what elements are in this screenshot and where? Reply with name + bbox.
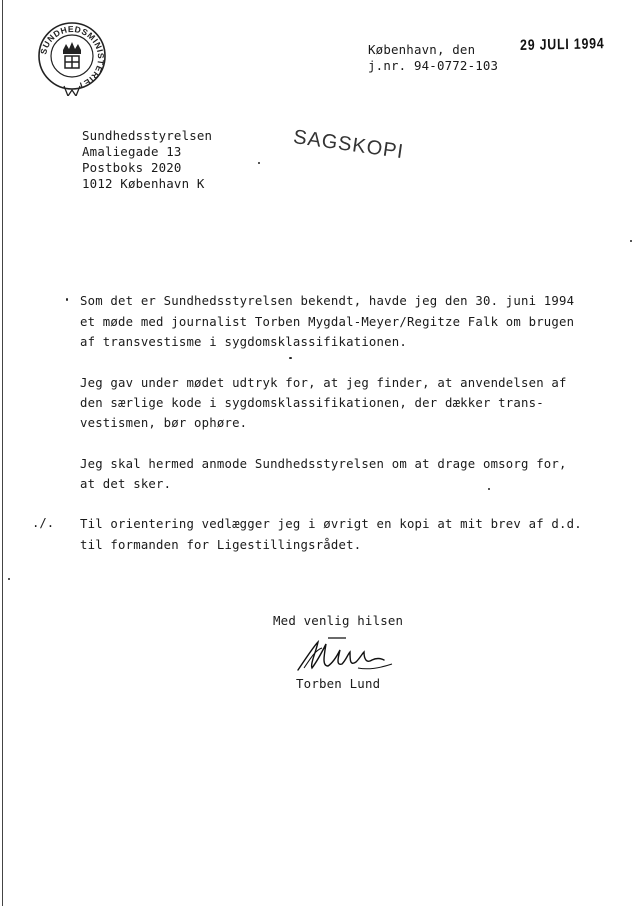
recipient-line: 1012 København K — [82, 176, 205, 191]
scan-speck — [66, 298, 68, 301]
body-line: at det sker. — [80, 477, 172, 491]
place-label: København, den — [368, 42, 476, 57]
scan-speck — [630, 240, 632, 242]
body-line: af transvestisme i sygdomsklassifikationen. — [80, 335, 407, 349]
scan-speck — [258, 162, 260, 164]
copy-stamp: SAGSKOPI — [291, 126, 406, 164]
closing-salutation: Med venlig hilsen — [273, 613, 404, 628]
body-line: til formanden for Ligestillingsrådet. — [80, 538, 362, 552]
scan-speck — [488, 488, 490, 490]
body-line: vestismen, bør ophøre. — [80, 416, 248, 430]
enclosure-mark: ./. — [32, 516, 55, 530]
page-edge — [2, 0, 3, 906]
body-line: Jeg gav under mødet udtryk for, at jeg finder, at anvendelsen af — [80, 376, 567, 390]
ministry-seal-logo — [32, 20, 116, 96]
scan-speck — [289, 357, 292, 359]
body-line: et møde med journalist Torben Mygdal-Meyer/Regitze Falk om brugen — [80, 315, 575, 329]
recipient-line: Postboks 2020 — [82, 160, 182, 175]
journal-number: j.nr. 94-0772-103 — [368, 58, 499, 73]
body-line: Jeg skal hermed anmode Sundhedsstyrelsen om at drage omsorg for, — [80, 457, 567, 471]
recipient-line: Amaliegade 13 — [82, 144, 182, 159]
recipient-line: Sundhedsstyrelsen — [82, 128, 213, 143]
scan-speck — [8, 578, 10, 580]
handwritten-signature — [288, 628, 398, 678]
signatory-name: Torben Lund — [296, 676, 381, 691]
body-line: Som det er Sundhedsstyrelsen bekendt, havde jeg den 30. juni 1994 — [80, 294, 575, 308]
body-line: Til orientering vedlægger jeg i øvrigt en kopi at mit brev af d.d. — [80, 517, 582, 531]
date-stamp: 29 JULI 1994 — [520, 35, 605, 54]
svg-text:SUNDHEDSMINISTERIET: SUNDHEDSMINISTERIET — [38, 23, 107, 92]
body-line: den særlige kode i sygdomsklassifikationen, der dækker trans- — [80, 396, 544, 410]
